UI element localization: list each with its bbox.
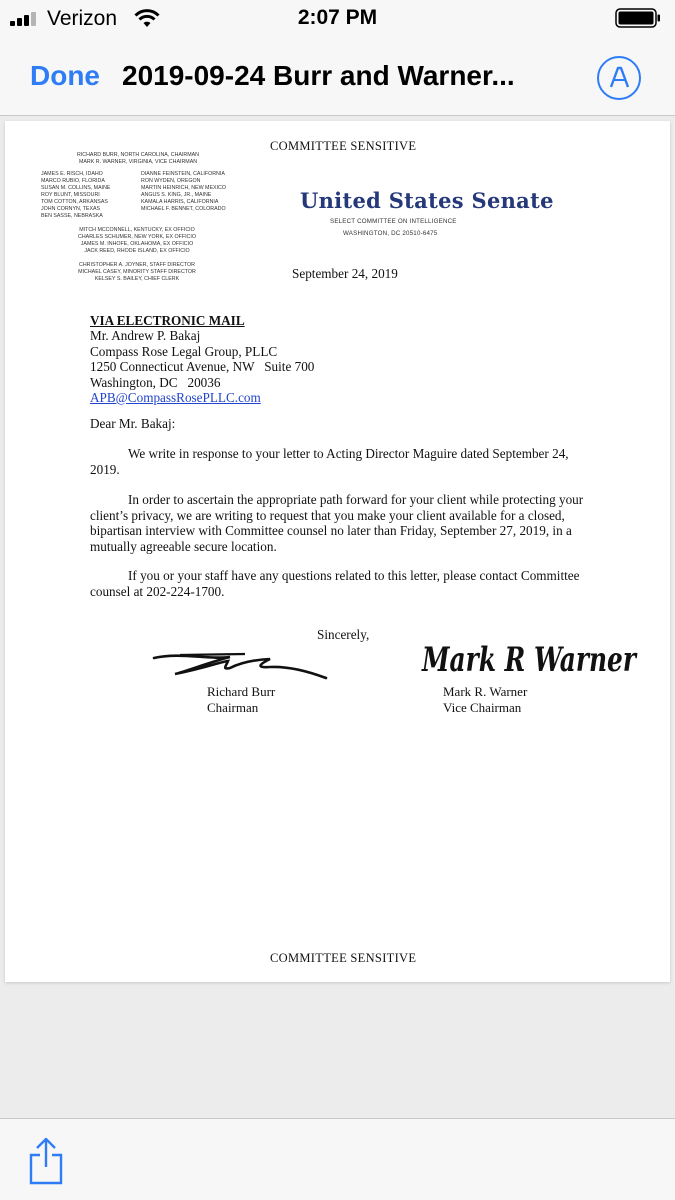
address-line: Mr. Andrew P. Bakaj [90, 328, 201, 343]
member-line: MICHAEL F. BENNET, COLORADO [141, 206, 226, 212]
address-line: Washington, DC 20036 [90, 374, 221, 390]
header-classification: COMMITTEE SENSITIVE [270, 139, 417, 153]
status-bar [0, 0, 675, 36]
member-line: CHARLES SCHUMER, NEW YORK, EX OFFICIO [78, 234, 196, 240]
signer-name: Mark R. Warner [443, 684, 528, 699]
committee-address: WASHINGTON, DC 20510-6475 [343, 230, 438, 237]
share-icon[interactable] [26, 1137, 66, 1185]
warner-signature-mark: Mark R Warner [421, 640, 638, 680]
bottom-toolbar [0, 1118, 675, 1200]
member-line: JAMES E. RISCH, IDAHO [41, 171, 103, 177]
email-link[interactable]: APB@CompassRosePLLC.com [90, 390, 261, 405]
text-line: client’s privacy, we are writing to request that you make your client available for a closed, [90, 507, 565, 523]
signer-1 [207, 684, 275, 716]
address-line: 1250 Connecticut Avenue, NW Suite 700 [90, 359, 315, 374]
salutation: Dear Mr. Bakaj: [90, 416, 176, 431]
nav-bar [0, 36, 675, 116]
text-line: 2019. [90, 461, 120, 477]
minority-members-list [141, 171, 226, 213]
signer-title: Vice Chairman [443, 700, 522, 715]
member-line: KELSEY S. BAILEY, CHIEF CLERK [94, 276, 180, 282]
markup-pen-icon [607, 65, 631, 91]
document-page [5, 121, 670, 982]
ex-officio-list [67, 227, 207, 255]
member-line: TOM COTTON, ARKANSAS [41, 199, 108, 205]
delivery-method: VIA ELECTRONIC MAIL [90, 313, 245, 328]
signer-name: Richard Burr [207, 684, 276, 699]
carrier-label: Verizon [47, 7, 118, 30]
member-line: MARK R. WARNER, VIRGINIA, VICE CHAIRMAN [78, 159, 198, 165]
member-line: DIANNE FEINSTEIN, CALIFORNIA [141, 171, 225, 177]
signer-title: Chairman [207, 700, 259, 715]
member-line: KAMALA HARRIS, CALIFORNIA [141, 199, 219, 205]
paragraph-1 [90, 446, 569, 477]
member-line: MARCO RUBIO, FLORIDA [41, 178, 105, 184]
member-line: RICHARD BURR, NORTH CAROLINA, CHAIRMAN [76, 152, 200, 158]
member-line: MICHAEL CASEY, MINORITY STAFF DIRECTOR [78, 269, 196, 275]
member-line: SUSAN M. COLLINS, MAINE [41, 185, 111, 191]
letter-date: September 24, 2019 [292, 266, 398, 281]
member-line: ROY BLUNT, MISSOURI [41, 192, 100, 198]
member-line: MARTIN HEINRICH, NEW MEXICO [141, 185, 226, 191]
paragraph-3 [90, 568, 580, 599]
member-line: CHRISTOPHER A. JOYNER, STAFF DIRECTOR [79, 262, 195, 268]
paragraph-2 [90, 492, 583, 554]
staff-list [67, 262, 207, 283]
text-line: If you or your staff have any questions related to this letter, please contact Committee [128, 568, 580, 583]
senate-letterhead: United States Senate [300, 188, 554, 213]
address-line: Compass Rose Legal Group, PLLC [90, 343, 278, 359]
markup-button[interactable] [597, 56, 641, 100]
footer-classification: COMMITTEE SENSITIVE [270, 951, 417, 965]
document-title: 2019-09-24 Burr and Warner... [122, 60, 515, 91]
member-line: JAMES M. INHOFE, OKLAHOMA, EX OFFICIO [80, 241, 194, 247]
member-line: BEN SASSE, NEBRASKA [41, 213, 103, 219]
member-line: MITCH MCCONNELL, KENTUCKY, EX OFFICIO [79, 227, 195, 233]
text-line: We write in response to your letter to Acting Director Maguire dated September 24, [128, 446, 569, 461]
recipient-address [90, 328, 314, 406]
done-button[interactable]: Done [30, 60, 100, 91]
clock: 2:07 PM [297, 6, 378, 29]
member-line: JOHN CORNYN, TEXAS [41, 206, 101, 212]
member-line: JACK REED, RHODE ISLAND, EX OFFICIO [84, 248, 190, 254]
text-line: In order to ascertain the appropriate path forward for your client while protecting your [128, 492, 584, 507]
warner-signature [420, 633, 640, 685]
committee-name: SELECT COMMITTEE ON INTELLIGENCE [330, 218, 457, 225]
text-line: counsel at 202-224-1700. [90, 583, 225, 599]
member-line: RON WYDEN, OREGON [141, 178, 201, 184]
member-line: ANGUS S. KING, JR., MAINE [141, 192, 212, 198]
text-line: bipartisan interview with Committee counsel no later than Friday, September 27, 2019, in a [90, 523, 572, 538]
closing: Sincerely, [317, 627, 370, 642]
battery-icon [615, 8, 661, 28]
text-line: mutually agreeable secure location. [90, 538, 277, 554]
signer-2 [443, 684, 527, 716]
leadership-list [73, 152, 203, 166]
majority-members-list [41, 171, 110, 220]
burr-signature [150, 648, 330, 684]
